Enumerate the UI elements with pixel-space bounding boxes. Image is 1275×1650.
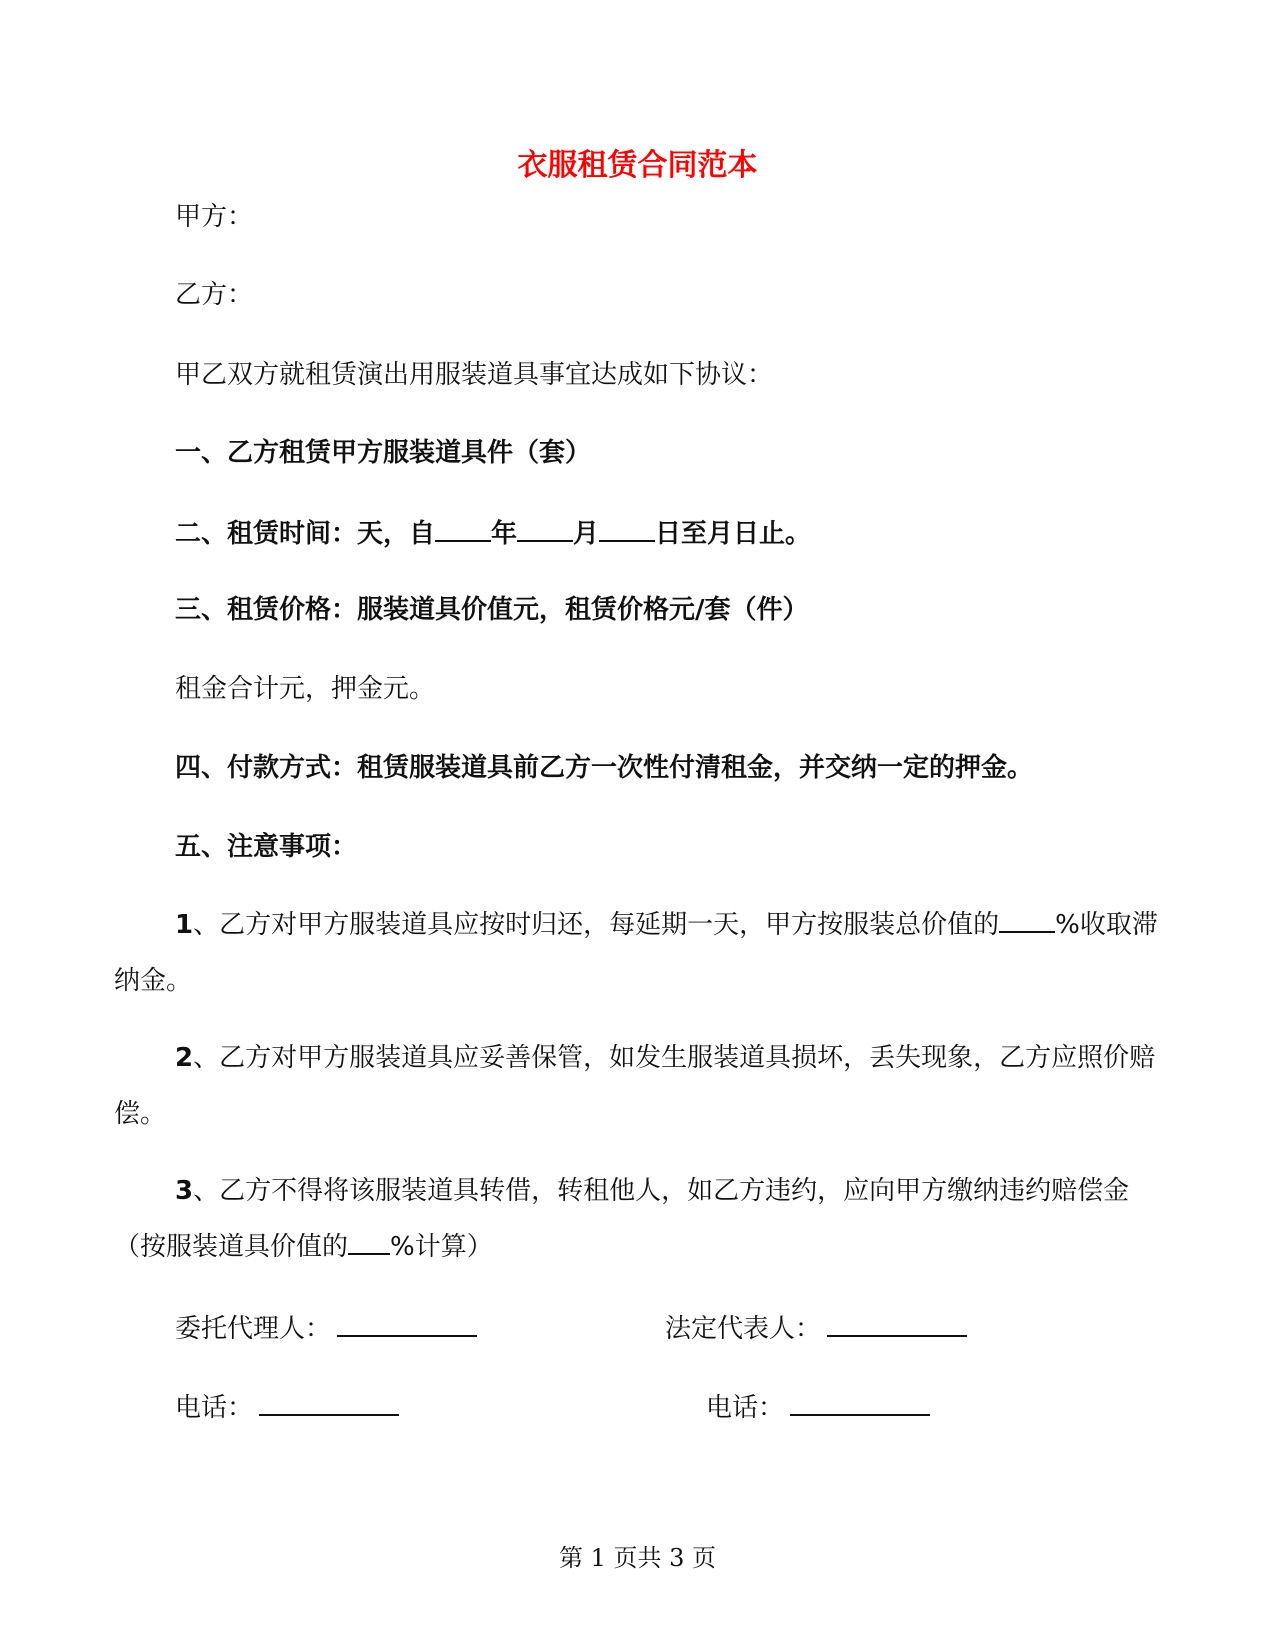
item-1-number: 1 bbox=[175, 910, 194, 940]
agent-signature bbox=[175, 1309, 477, 1347]
section-1: 一、乙方租赁甲方服装道具件（套） bbox=[175, 438, 592, 468]
year-blank bbox=[435, 514, 491, 542]
item-2 bbox=[114, 1030, 1174, 1142]
section-3-sub: 租金合计元，押金元。 bbox=[175, 674, 436, 704]
section-2-text-4: 日至月日止。 bbox=[655, 519, 812, 549]
section-2-text-2: 年 bbox=[491, 519, 518, 549]
phone-left-blank bbox=[259, 1388, 399, 1416]
legal-rep-signature bbox=[665, 1309, 967, 1347]
intro-text: 甲乙双方就租赁演出用服装道具事宜达成如下协议： bbox=[175, 360, 774, 390]
legal-rep-label: 法定代表人： bbox=[665, 1314, 822, 1344]
section-3: 三、租赁价格：服装道具价值元，租赁价格元/套（件） bbox=[175, 595, 809, 625]
section-2-text-3: 月 bbox=[573, 519, 600, 549]
phone-right bbox=[706, 1388, 930, 1426]
item-2-number: 2 bbox=[175, 1043, 194, 1073]
section-2 bbox=[175, 514, 811, 552]
month-blank bbox=[517, 514, 573, 542]
page-footer: 第 1 页共 3 页 bbox=[558, 1544, 717, 1572]
item-3-text-b: %计算） bbox=[390, 1232, 493, 1262]
item-1-blank bbox=[999, 905, 1055, 933]
section-2-text-1: 二、租赁时间：天，自 bbox=[175, 519, 436, 549]
phone-left bbox=[175, 1388, 399, 1426]
document-title: 衣服租赁合同范本 bbox=[517, 148, 758, 183]
party-b-label: 乙方： bbox=[175, 280, 254, 310]
party-a-label: 甲方： bbox=[175, 202, 254, 232]
item-1 bbox=[114, 897, 1174, 1009]
legal-rep-blank bbox=[827, 1309, 967, 1337]
phone-right-blank bbox=[790, 1388, 930, 1416]
item-1-text-b: %收取滞纳金。 bbox=[114, 910, 1158, 996]
item-3-number: 3 bbox=[175, 1176, 194, 1206]
item-2-text: 、乙方对甲方服装道具应妥善保管，如发生服装道具损坏，丢失现象，乙方应照价赔偿。 bbox=[114, 1043, 1156, 1129]
phone-left-label: 电话： bbox=[175, 1393, 254, 1423]
phone-right-label: 电话： bbox=[706, 1393, 785, 1423]
item-3-blank bbox=[348, 1227, 390, 1255]
section-4: 四、付款方式：租赁服装道具前乙方一次性付清租金，并交纳一定的押金。 bbox=[175, 753, 1034, 783]
item-3-text-a: 、乙方不得将该服装道具转借，转租他人，如乙方违约，应向甲方缴纳违约赔偿金（按服装道具价值的 bbox=[114, 1176, 1130, 1262]
day-blank bbox=[599, 514, 655, 542]
agent-blank bbox=[337, 1309, 477, 1337]
agent-label: 委托代理人： bbox=[175, 1314, 332, 1344]
section-5: 五、注意事项： bbox=[175, 832, 358, 862]
item-1-text-a: 、乙方对甲方服装道具应按时归还，每延期一天，甲方按服装总价值的 bbox=[193, 910, 1000, 940]
item-3 bbox=[114, 1163, 1174, 1275]
